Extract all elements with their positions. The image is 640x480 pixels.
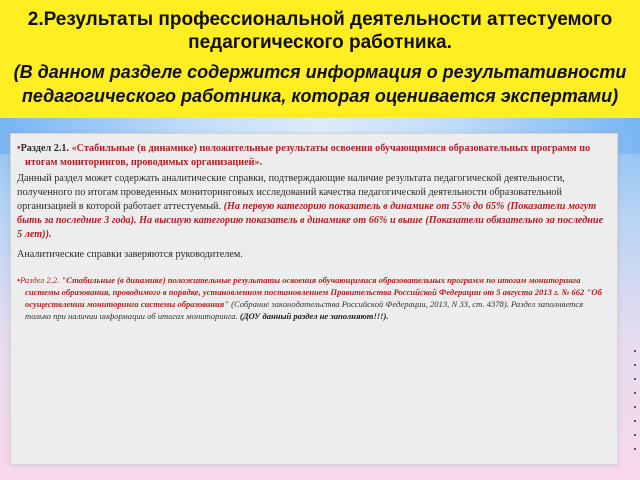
section-2-1-title: «Стабильные (в динамике) положительные результаты освоения обучающимися образовательных программ по итогам мониторингов, проводимых организацией». (25, 143, 591, 168)
bullet-icon: • (17, 143, 21, 154)
section-2-2-note: (ДОУ данный раздел не заполняют!!!). (239, 311, 389, 321)
section-2-2-paragraph (17, 274, 609, 322)
page-subtitle-line1: (В данном разделе содержится информация о результативности (13, 62, 627, 82)
section-2-1-body (17, 172, 609, 242)
section-2-1-text: Данный раздел может содержать аналитические справки, подтверждающие наличие результата педагогической деятельности, полученного по итогам проведенных мониторинговых исследований качества педагогической деятельности образовательной организацией в которой работает аттестуемый. (17, 173, 565, 212)
header-banner (0, 0, 640, 118)
decorative-dots (634, 350, 638, 462)
section-2-1-footer: Аналитические справки заверяются руководителем. (17, 249, 243, 260)
page-title-line2: педагогического работника. (188, 32, 452, 53)
content-panel (10, 133, 618, 465)
section-2-1-heading (17, 142, 609, 170)
bullet-icon: • (17, 275, 21, 285)
section-2-1-label: Раздел 2.1. (20, 143, 72, 154)
section-2-2-title: "Стабильные (в динамике) положительные результаты освоения обучающимися образовательных программ по итогам мониторинга системы образования, проводимого в порядке, установленном постановлением Правительства Российской Федерации от 5 августа 2013 г. № 662 "Об осуществлении мониторинга системы образования" (25, 275, 602, 309)
page-subtitle-line2: педагогического работника, которая оценивается экспертами) (21, 86, 619, 106)
section-2-1-note: (На первую категорию показатель в динамике от 55% до 65% (Показатели могут быть за последние 3 года). На высшую категорию показатель в динамике от 66% и выше (Показатели обязательно за последние 5 лет)). (17, 201, 604, 240)
page-title-line1: 2.Результаты профессиональной деятельности аттестуемого (27, 9, 613, 30)
section-2-2-label: Раздел 2.2. (20, 275, 62, 285)
section-2-2-source: (Собрание законодательства Российской Федерации, 2013, N 33, ст. 4378). Раздел заполняется только при наличии информации об итогах мониторинга. (25, 299, 584, 321)
